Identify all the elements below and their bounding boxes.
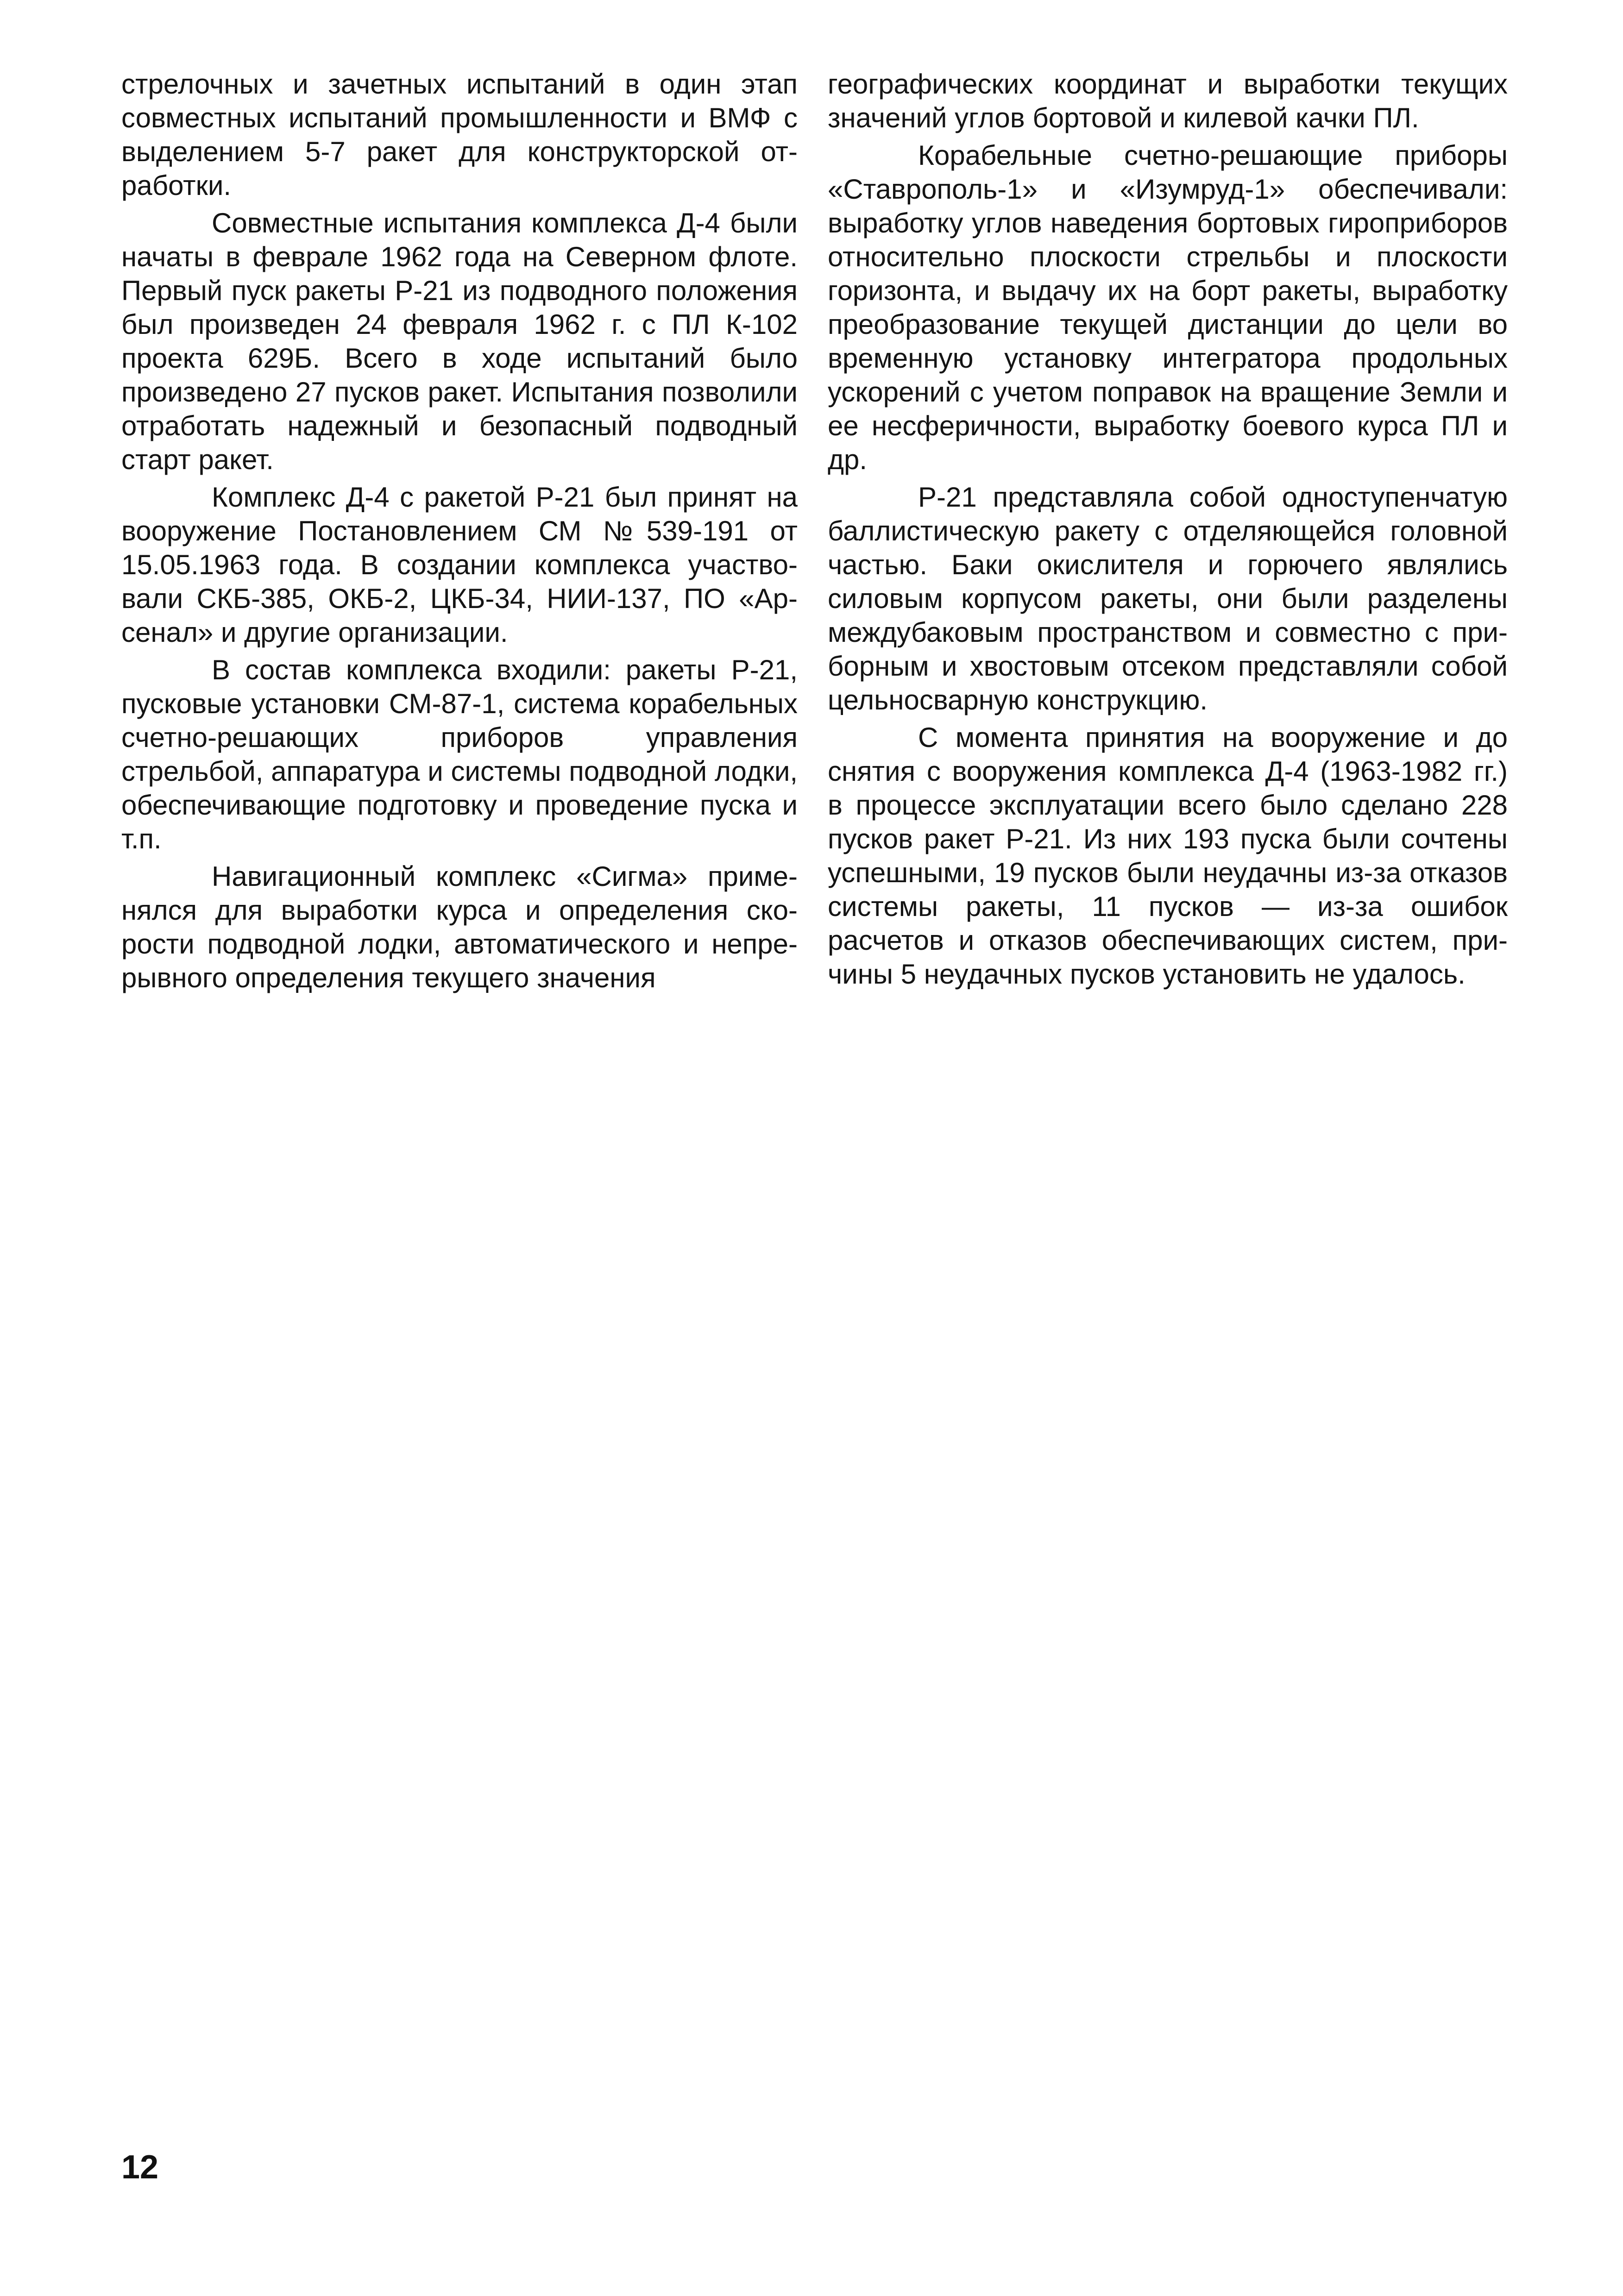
paragraph: Корабельные счетно-решающие приборы «Ставрополь-1» и «Изумруд-1» обеспечивали: выработку углов наведения бортовых гироприборов относительно плоскости стрельбы и плоскости горизонта, и выдачу их на борт ракеты, выработку преобразование текущей дистанции до цели во временную установку интегратора продольных ускорений с учетом поправок на вращение Земли и ее несферичности, выработку боевого курса ПЛ и др. <box>828 140 1508 475</box>
paragraph: Р-21 представляла собой одноступенчатую баллистическую ракету с отделяющейся головной частью. Баки окислителя и горючего являлись силовым корпусом ракеты, они были разделены междубаковым пространством и совместно с приборным и хвостовым отсеком представляли собой цельносварную конструкцию. <box>828 482 1508 715</box>
paragraph: географических координат и выработки текущих значений углов бортовой и килевой качки ПЛ. <box>828 69 1508 133</box>
paragraph: Навигационный комплекс «Сигма» применялся для выработки курса и определения скорости подводной лодки, автоматического и непрерывного определения текущего значения <box>121 861 798 993</box>
right-text-column <box>828 67 1508 995</box>
paragraph: стрелочных и зачетных испытаний в один этап совместных испытаний промышленности и ВМФ с выделением 5-7 ракет для конструкторской отработки. <box>121 69 798 201</box>
paragraph: С момента принятия на вооружение и до снятия с вооружения комплекса Д-4 (1963-1982 гг.) в процессе эксплуатации всего было сделано 228 пусков ракет Р-21. Из них 193 пуска были сочтены успешными, 19 пусков были неудачны из-за отказов системы ракеты, 11 пусков — из-за ошибок расчетов и отказов обеспечивающих систем, причины 5 неудачных пусков установить не удалось. <box>828 722 1508 990</box>
paragraph: Совместные испытания комплекса Д-4 были начаты в феврале 1962 года на Северном флоте. Первый пуск ракеты Р-21 из подводного положения был произведен 24 февраля 1962 г. с ПЛ К-102 проекта 629Б. Всего в ходе испытаний было произведено 27 пусков ракет. Испытания позволили отработать надежный и безопасный подводный старт ракет. <box>121 207 798 475</box>
page-number: 12 <box>121 2149 159 2186</box>
left-text-column <box>121 67 798 998</box>
paragraph: Комплекс Д-4 с ракетой Р-21 был принят на вооружение Постановлением СМ №539-191 от 15.05.1963 года. В создании комплекса участвовали СКБ-385, ОКБ-2, ЦКБ-34, НИИ-137, ПО «Арсенал» и другие организации. <box>121 482 798 648</box>
paragraph: В состав комплекса входили: ракеты Р-21, пусковые установки СМ-87-1, система корабельных счетно-решающих приборов управления стрельбой, аппаратура и системы подводной лодки, обеспечивающие подготовку и проведение пуска и т.п. <box>121 654 798 854</box>
